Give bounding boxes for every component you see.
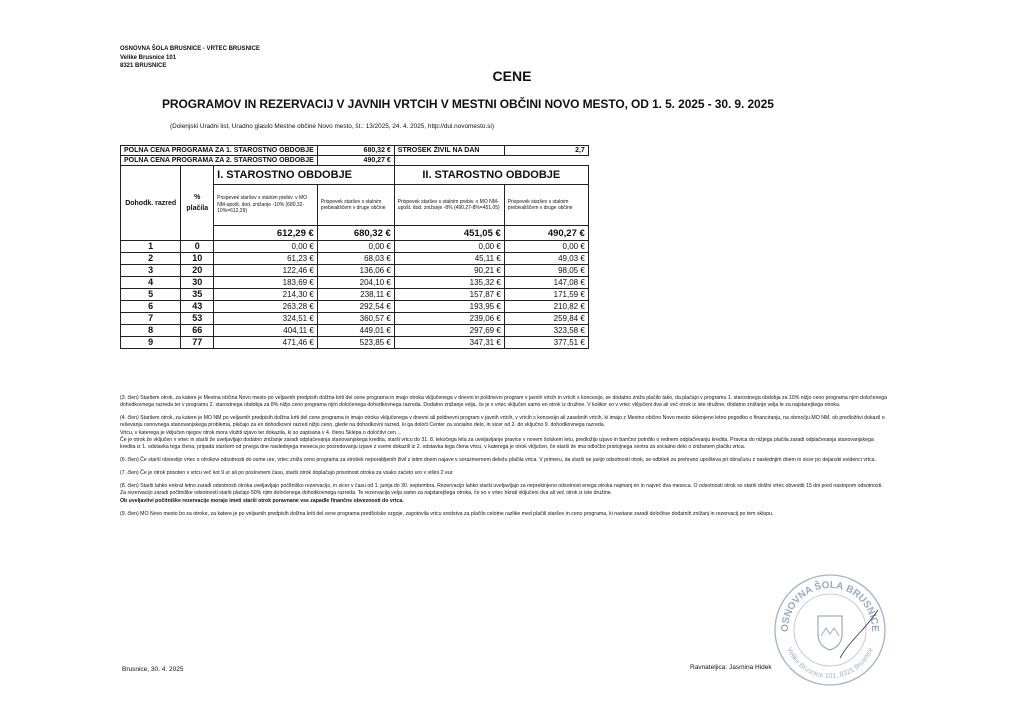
table-row <box>121 301 589 313</box>
table-row <box>121 289 589 301</box>
price-2a-cell: 347,31 € <box>394 337 504 349</box>
table-row <box>121 265 589 277</box>
price-2b-cell: 147,08 € <box>504 277 588 289</box>
full-price-1-value: 680,32 € <box>317 146 394 156</box>
note-article-4b: Vrtcu, v katerega je vključen njegov otrok mora vložiti izjavo ter dokazila, ki so zapisana v 4. členu Sklepa o določitvi cen ... <box>120 429 402 436</box>
price-1b-cell: 136,06 € <box>317 265 394 277</box>
percent-cell: 53 <box>181 313 214 325</box>
price-1a-cell: 263,28 € <box>214 301 318 313</box>
price-1b-cell: 204,10 € <box>317 277 394 289</box>
price-2a-cell: 239,06 € <box>394 313 504 325</box>
note-article-4a: (4. člen) Staršem otrok, za katere je MO NM po veljavnih predpisih dolžna kriti del cene programa in imajo otroka vključenega v dnevni ali poldnevni program v javnih vrtcih, v vrtcih s koncesijo ali zasebnih vrtcih, ki imajo z Mestno občino Novo mesto sklenjeno letno pogodbo o financiranju, na območju MO NM, ob predložitvi dokazil o reševanju osnovnega stanovanjskega problema, plačajo za en dohodkovni razred nižjo ceno, glede na dohodkovni razred, ki ga določi Center za socialno delo, in sicer od 2. do vključno 9. dohodkovnega razreda. <box>120 415 885 429</box>
school-header <box>120 45 260 71</box>
income-class-cell: 6 <box>121 301 181 313</box>
price-1b-cell: 523,85 € <box>317 337 394 349</box>
price-2b-cell: 49,03 € <box>504 253 588 265</box>
full-price-1-label: POLNA CENA PROGRAMA ZA 1. STAROSTNO OBDOBJE <box>121 146 318 156</box>
table-row <box>121 313 589 325</box>
income-class-cell: 1 <box>121 241 181 253</box>
income-class-cell: 2 <box>121 253 181 265</box>
stamp-top-text: OSNOVNA ŠOLA BRUSNICE <box>779 579 881 633</box>
note-article-8a: (8. člen) Starši lahko enkrat letno zaradi odsotnosti otroka uveljavljajo počitniško rezervacijo, in sicer v času od 1. junija do 30. septembra. Rezervacijo lahko starši uveljavljajo za neprekinjeno odsotnost enega otroka najmanj en in največ dva meseca. O odsotnosti otrok so starši dolžni vrtec obvestiti 15 dni pred nastopom odsotnosti. <box>120 483 883 490</box>
base-price-1b: 680,32 € <box>317 226 394 241</box>
food-cost-value: 2,7 <box>504 146 588 156</box>
note-article-4c: Če je otrok že vključen v vrtec in starši že uveljavljajo dodatno znižanje zaradi odplačevanja stanovanjskega kredita, starši vrtcu do 31. 8. tekočega leta za uveljavljanje pravice v novem šolskem letu, predložijo izjavo in bančno potrdilo o rednem odplačevanju kredita. Pravica do nižjega plačila zaradi odplačevanja stanovanjskega kredita iz 1. odstavka tega člena, pripada staršem od prvega dne naslednjega meseca po posredovanju izjave z vsemi dokazili iz 2. odstavka tega člena vrtcu, v katerega je otrok vključen, če starši že ima odločbo pristojnega centra za socialno delo o znižanem plačilu vrtca. <box>120 437 874 451</box>
note-article-6: (6. člen) Če starši obvestijo vrtec o otrokovi odsotnosti do osme ure, vrtec zniža ceno programa za strošek neporabljenih živil z istim dnem najave v sorazmernem deležu plačila vrtca. V primeru, da starši ne javijo odsotnosti otrok, se odbitek za prehrano upošteva pri obračunu z naslednjim dnem in sicer po dejanski evidenci vrtca. <box>120 457 877 464</box>
header-line-3: 8321 BRUSNICE <box>120 63 167 69</box>
income-class-cell: 9 <box>121 337 181 349</box>
income-class-cell: 8 <box>121 325 181 337</box>
price-2a-cell: 135,32 € <box>394 277 504 289</box>
school-stamp <box>770 570 890 690</box>
price-1a-cell: 122,46 € <box>214 265 318 277</box>
stamp-bottom-text: Velike Brusnice 101, 8321 Brusnice <box>785 646 875 681</box>
header-line-2: Velike Brusnice 101 <box>120 54 177 61</box>
percent-cell: 35 <box>181 289 214 301</box>
notes-section <box>120 395 890 523</box>
price-2b-cell: 98,05 € <box>504 265 588 277</box>
base-price-2a: 451,05 € <box>394 226 504 241</box>
full-price-2-value: 490,27 € <box>317 156 394 166</box>
percent-cell: 43 <box>181 301 214 313</box>
period-2-header: II. STAROSTNO OBDOBJE <box>394 166 588 185</box>
payment-percent-header: % plačila <box>181 166 214 241</box>
table-row <box>121 253 589 265</box>
percent-cell: 20 <box>181 265 214 277</box>
income-class-cell: 4 <box>121 277 181 289</box>
price-2a-cell: 90,21 € <box>394 265 504 277</box>
percent-cell: 77 <box>181 337 214 349</box>
income-class-cell: 3 <box>121 265 181 277</box>
note-article-9: (9. člen) MO Novo mesto bo za otroke, za katere je po veljavnih predpisih dolžna kriti del cene programa predšolske vzgoje, zagotovila vrtcu sredstva za plačilo celotne razlike med plačili staršev in ceno programa, ki nastane zaradi določitve dodatnih znižanj in rezervacij po tem sklepu. <box>120 510 774 517</box>
base-price-2b: 490,27 € <box>504 226 588 241</box>
price-2a-cell: 193,95 € <box>394 301 504 313</box>
header-line-1: OSNOVNA ŠOLA BRUSNICE - VRTEC BRUSNICE <box>120 46 260 52</box>
income-class-cell: 5 <box>121 289 181 301</box>
price-2a-cell: 45,11 € <box>394 253 504 265</box>
price-1a-cell: 471,46 € <box>214 337 318 349</box>
source-reference: (Dolenjski Uradni list, Uradno glasilo Mestne občine Novo mesto, št.: 13/2025, 24. 4. 2025, http://dul.novomesto.si) <box>170 123 494 130</box>
price-1a-cell: 183,69 € <box>214 277 318 289</box>
price-1b-cell: 292,54 € <box>317 301 394 313</box>
document-title: CENE <box>492 68 532 84</box>
period-2-other-header: Prispevek staršev s stalnim prebivališčem v druge občine <box>504 185 588 226</box>
price-table <box>120 145 589 349</box>
place-date: Brusnice, 30. 4. 2025 <box>122 666 184 673</box>
price-2b-cell: 377,51 € <box>504 337 588 349</box>
period-2-mo-nm-header: Prispevek staršev s stalnim prebiv. v MO NM-upošt. dod. znižanje -8% (490,27-8%=451,05) <box>394 185 504 226</box>
price-1b-cell: 68,03 € <box>317 253 394 265</box>
price-1b-cell: 238,11 € <box>317 289 394 301</box>
price-2b-cell: 323,58 € <box>504 325 588 337</box>
note-article-8b: Za rezervacijo zaradi počitniške odsotnosti starši plačajo 50% njim določenega dohodkovnega razreda. Te rezervacija velja samo za najstarejšega otroka, če so v vrtec hkrati vključeni dva ali več otrok iz iste družine. <box>120 490 613 497</box>
price-2b-cell: 259,84 € <box>504 313 588 325</box>
income-class-cell: 7 <box>121 313 181 325</box>
percent-cell: 10 <box>181 253 214 265</box>
price-1a-cell: 214,30 € <box>214 289 318 301</box>
percent-cell: 66 <box>181 325 214 337</box>
income-class-header: Dohodk. razred <box>121 166 181 241</box>
table-row <box>121 277 589 289</box>
base-price-1a: 612,29 € <box>214 226 318 241</box>
percent-cell: 30 <box>181 277 214 289</box>
price-2a-cell: 157,87 € <box>394 289 504 301</box>
document-subtitle: PROGRAMOV IN REZERVACIJ V JAVNIH VRTCIH V MESTNI OBČINI NOVO MESTO, OD 1. 5. 2025 - 30. 9. 2025 <box>162 97 774 111</box>
table-row <box>121 325 589 337</box>
price-2b-cell: 0,00 € <box>504 241 588 253</box>
note-article-3: (3. člen) Staršem otrok, za katere je Mestna občina Novo mesto po veljavnih predpisih dolžna kriti del cene programa in imajo otroka vključenega v dnevni in poldnevni program v javnih vrtcih in vrtcih s koncesijo, se dodatno zniža plačilo tako, da plačajo v programu 1. starostnega obdobja za 10% nižjo ceno programa njim določenega dohodkovnega razreda ter v programu 2. starostnega obdobja za 8% nižjo ceno programa njim določenega dohodkovnega razreda. Dodatno znižanje velja, če je v vrtec vključen samo en otrok iz družine. V kolikor so v vrtec vključeni dva ali več otrok iz iste družine, dodatno znižanje velja le za najstarejšega otroka. <box>120 395 888 409</box>
note-article-8c: Ob uveljavitvi počitniške rezervacije morajo imeti starši otrok poravnane vse zapadle finančne obveznosti do vrtca. <box>120 497 404 504</box>
price-2a-cell: 0,00 € <box>394 241 504 253</box>
price-1a-cell: 404,11 € <box>214 325 318 337</box>
price-2a-cell: 297,69 € <box>394 325 504 337</box>
price-1b-cell: 449,01 € <box>317 325 394 337</box>
full-price-2-label: POLNA CENA PROGRAMA ZA 2. STAROSTNO OBDOBJE <box>121 156 318 166</box>
table-row <box>121 337 589 349</box>
food-cost-label: STROŠEK ŽIVIL NA DAN <box>394 146 504 156</box>
price-1b-cell: 360,57 € <box>317 313 394 325</box>
price-1a-cell: 324,51 € <box>214 313 318 325</box>
note-article-7: (7. člen) Če je otrok prisoten v vrtcu več kot 9 ur ali po poslovnem času, starši otrok doplačajo prisotnost otroka za vsako začeto uro v višini 2 eur. <box>120 470 454 477</box>
period-1-header: I. STAROSTNO OBDOBJE <box>214 166 395 185</box>
period-1-other-header: Prispevek staršev s stalnim prebivališčem v druge občine <box>317 185 394 226</box>
period-1-mo-nm-header: Prispevek staršev s stalnim prebiv. v MO NM-upošt. dod. znižanje -10% (680,32-10%=612,29) <box>214 185 318 226</box>
price-1a-cell: 0,00 € <box>214 241 318 253</box>
price-1a-cell: 61,23 € <box>214 253 318 265</box>
price-2b-cell: 210,82 € <box>504 301 588 313</box>
table-row <box>121 241 589 253</box>
price-1b-cell: 0,00 € <box>317 241 394 253</box>
percent-cell: 0 <box>181 241 214 253</box>
price-2b-cell: 171,59 € <box>504 289 588 301</box>
coat-of-arms-icon <box>818 616 842 650</box>
signature-line: Ravnateljica: Jasmina Hidek <box>690 664 772 671</box>
